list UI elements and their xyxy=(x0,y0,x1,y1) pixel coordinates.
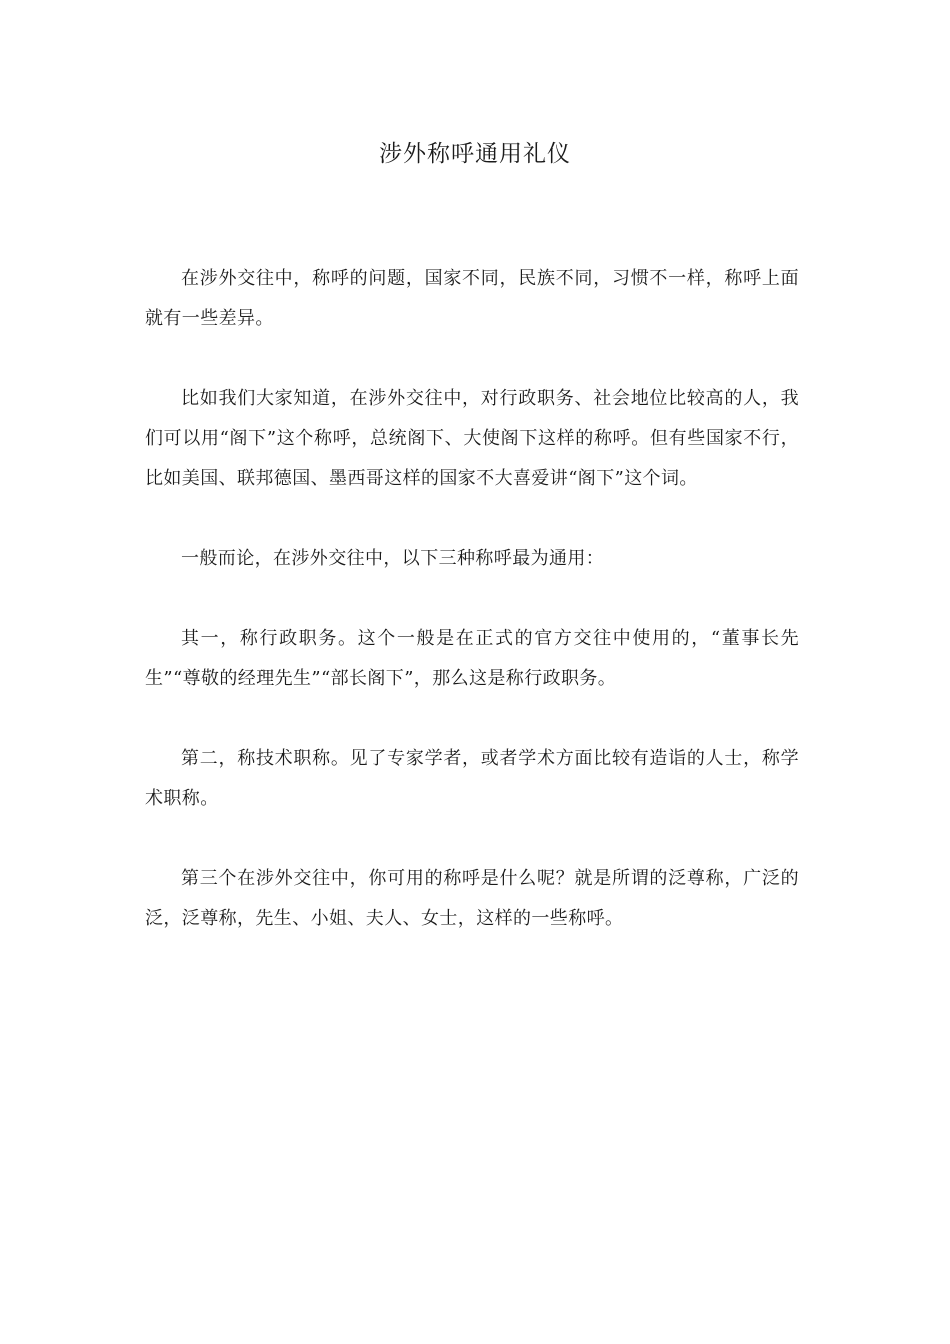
document-title: 涉外称呼通用礼仪 xyxy=(379,141,571,167)
paragraph-second-form: 第二，称技术职称。见了专家学者，或者学术方面比较有造诣的人士，称学术职称。 xyxy=(145,748,799,809)
paragraph-third-form: 第三个在涉外交往中，你可用的称呼是什么呢？就是所谓的泛尊称，广泛的泛，泛尊称，先生、小姐、夫人、女士，这样的一些称呼。 xyxy=(145,868,799,929)
paragraph-first-form: 其一，称行政职务。这个一般是在正式的官方交往中使用的，“董事长先生”“尊敬的经理先生”“部长阁下”，那么这是称行政职务。 xyxy=(145,628,799,689)
paragraph-intro: 在涉外交往中，称呼的问题，国家不同，民族不同，习惯不一样，称呼上面就有一些差异。 xyxy=(145,268,799,329)
paragraph-summary: 一般而论，在涉外交往中，以下三种称呼最为通用： xyxy=(181,548,605,569)
paragraph-example: 比如我们大家知道，在涉外交往中，对行政职务、社会地位比较高的人，我们可以用“阁下”这个称呼，总统阁下、大使阁下这样的称呼。但有些国家不行，比如美国、联邦德国、墨西哥这样的国家不大喜爱讲“阁下”这个词。 xyxy=(145,388,799,489)
document-body xyxy=(145,259,799,979)
